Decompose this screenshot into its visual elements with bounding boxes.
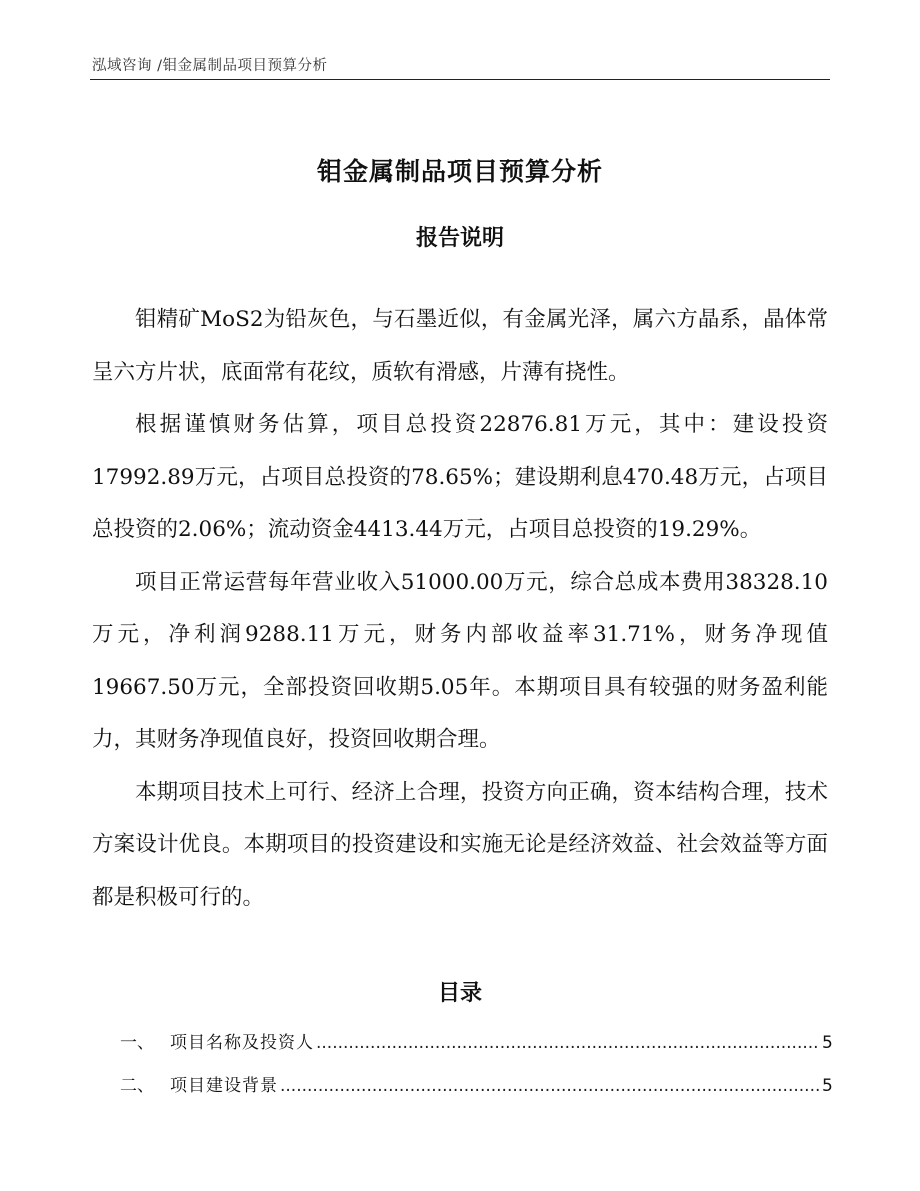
toc-entry[interactable] bbox=[92, 1065, 832, 1108]
report-body bbox=[92, 294, 828, 924]
toc-entry-page: 5 bbox=[822, 1076, 833, 1096]
toc-entry-number: 一、 bbox=[120, 1033, 154, 1053]
toc-entry-label: 项目建设背景 bbox=[170, 1076, 278, 1096]
paragraph-conclusion: 本期项目技术上可行、经济上合理，投资方向正确，资本结构合理，技术方案设计优良。本期项目的投资建设和实施无论是经济效益、社会效益等方面都是积极可行的。 bbox=[92, 779, 828, 910]
document-title: 钼金属制品项目预算分析 bbox=[316, 157, 603, 186]
paragraph-investment: 根据谨慎财务估算，项目总投资22876.81万元，其中：建设投资17992.89万元，占项目总投资的78.65%；建设期利息470.48万元，占项目总投资的2.06%；流动资金4413.44万元，占项目总投资的19.29%。 bbox=[92, 412, 828, 542]
toc-heading: 目录 bbox=[437, 981, 482, 1006]
paragraph-intro: 钼精矿MoS2为铅灰色，与石墨近似，有金属光泽，属六方晶系，晶体常呈六方片状，底面常有花纹，质软有滑感，片薄有挠性。 bbox=[92, 307, 828, 385]
toc-leader-dots bbox=[316, 1022, 820, 1065]
toc-entry-page: 5 bbox=[822, 1033, 833, 1053]
header-divider bbox=[90, 79, 830, 80]
toc-leader-dots bbox=[280, 1065, 820, 1108]
page-header-breadcrumb: 泓域咨询 /钼金属制品项目预算分析 bbox=[92, 58, 328, 74]
toc-entry-number: 二、 bbox=[120, 1076, 154, 1096]
table-of-contents bbox=[92, 1022, 832, 1108]
toc-entry[interactable] bbox=[92, 1022, 832, 1065]
toc-entry-label: 项目名称及投资人 bbox=[170, 1033, 314, 1053]
paragraph-revenue: 项目正常运营每年营业收入51000.00万元，综合总成本费用38328.10万元，净利润9288.11万元，财务内部收益率31.71%，财务净现值19667.50万元，全部投资回收期5.05年。本期项目具有较强的财务盈利能力，其财务净现值良好，投资回收期合理。 bbox=[92, 569, 828, 752]
report-heading: 报告说明 bbox=[415, 226, 504, 251]
